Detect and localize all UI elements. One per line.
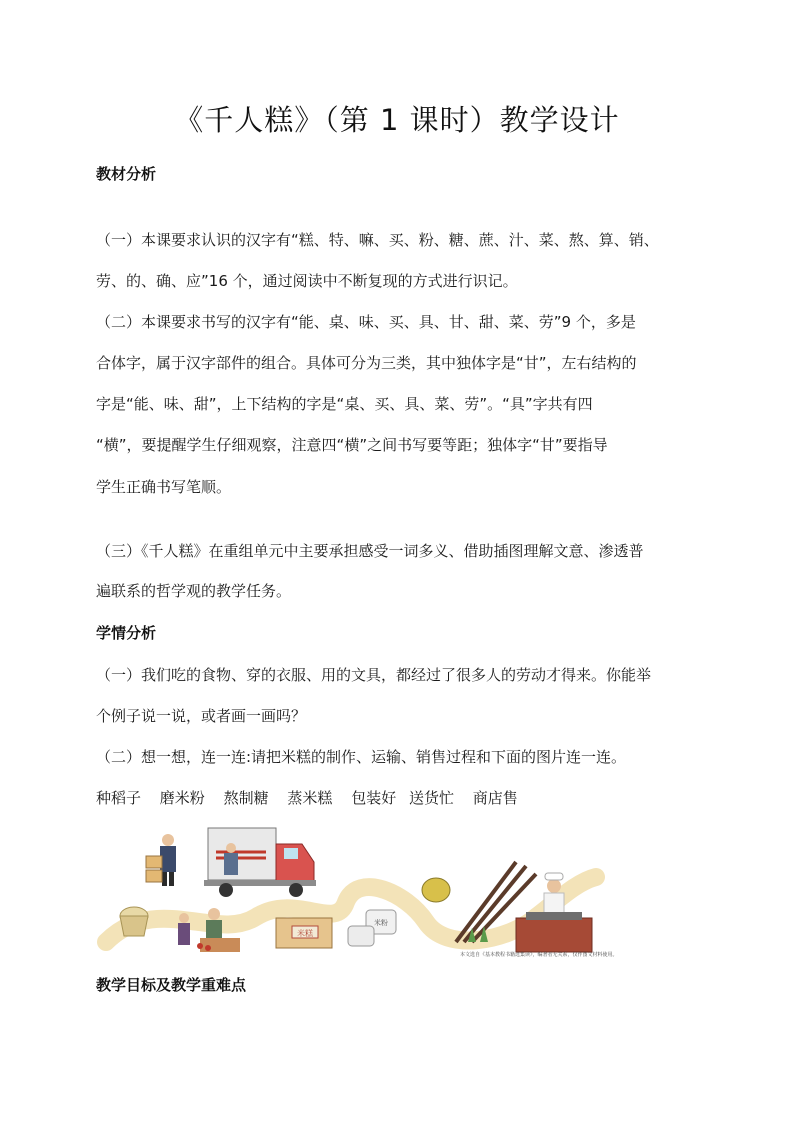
analysis-line-6: “横”，要提醒学生仔细观察，注意四“横”之间书写要等距；独体字“甘”要指导 xyxy=(96,436,608,454)
step-shop-sell: 商店售 xyxy=(472,789,518,807)
heading-textbook-analysis: 教材分析 xyxy=(96,165,157,183)
rice-cake-process-illustration xyxy=(96,822,618,962)
analysis-line-4: 合体字，属于汉字部件的组合。具体可分为三类，其中独体字是“甘”，左右结构的 xyxy=(96,354,637,372)
process-steps-row xyxy=(96,787,518,808)
page-title: 《千人糕》（第 1 课时）教学设计 xyxy=(174,103,620,137)
analysis-line-7: 学生正确书写笔顺。 xyxy=(96,478,232,496)
rice-basket-image xyxy=(120,907,148,936)
analysis-line-2: 劳、的、确、应”16 个，通过阅读中不断复现的方式进行识记。 xyxy=(96,272,518,290)
delivery-truck-image xyxy=(204,828,316,897)
student-line-1: （一）我们吃的食物、穿的衣服、用的文具，都经过了很多人的劳动才得来。你能举 xyxy=(96,666,652,684)
box-label: 米糕 xyxy=(297,929,313,938)
analysis-line-5: 字是“能、味、甜”，上下结构的字是“桌、买、具、菜、劳”。“具”字共有四 xyxy=(96,395,593,413)
sack-label: 米粉 xyxy=(374,919,388,927)
step-deliver: 送货忙 xyxy=(408,789,454,807)
step-grind-flour: 磨米粉 xyxy=(159,789,205,807)
illustration-caption: 本文选自《基本教程书籍选集读》，编著者无关系，仅作图文材料使用。 xyxy=(460,952,618,958)
analysis-line-3: （二）本课要求书写的汉字有“能、桌、味、买、具、甘、甜、菜、劳”9 个，多是 xyxy=(96,313,636,331)
analysis-line-9: 遍联系的哲学观的教学任务。 xyxy=(96,582,292,600)
step-plant-rice: 种稻子 xyxy=(96,789,142,807)
packaged-box-image xyxy=(276,918,332,948)
analysis-line-8: （三）《千人糕》在重组单元中主要承担感受一词多义、借助插图理解文意、渗透普 xyxy=(96,542,644,560)
student-line-2: 个例子说一说，或者画一画吗？ xyxy=(96,707,307,725)
step-steam-cake: 蒸米糕 xyxy=(287,789,333,807)
heading-student-analysis: 学情分析 xyxy=(96,624,157,642)
flour-sack-image xyxy=(348,910,396,946)
analysis-line-1: （一）本课要求认识的汉字有“糕、特、嘛、买、粉、糖、蔗、汁、菜、熬、算、销、 xyxy=(96,231,659,249)
student-line-3: （二）想一想，连一连:请把米糕的制作、运输、销售过程和下面的图片连一连。 xyxy=(96,748,627,766)
step-boil-sugar: 熬制糖 xyxy=(223,789,269,807)
heading-teaching-goals: 教学目标及教学重难点 xyxy=(96,976,247,994)
step-package: 包装好 xyxy=(351,789,397,807)
